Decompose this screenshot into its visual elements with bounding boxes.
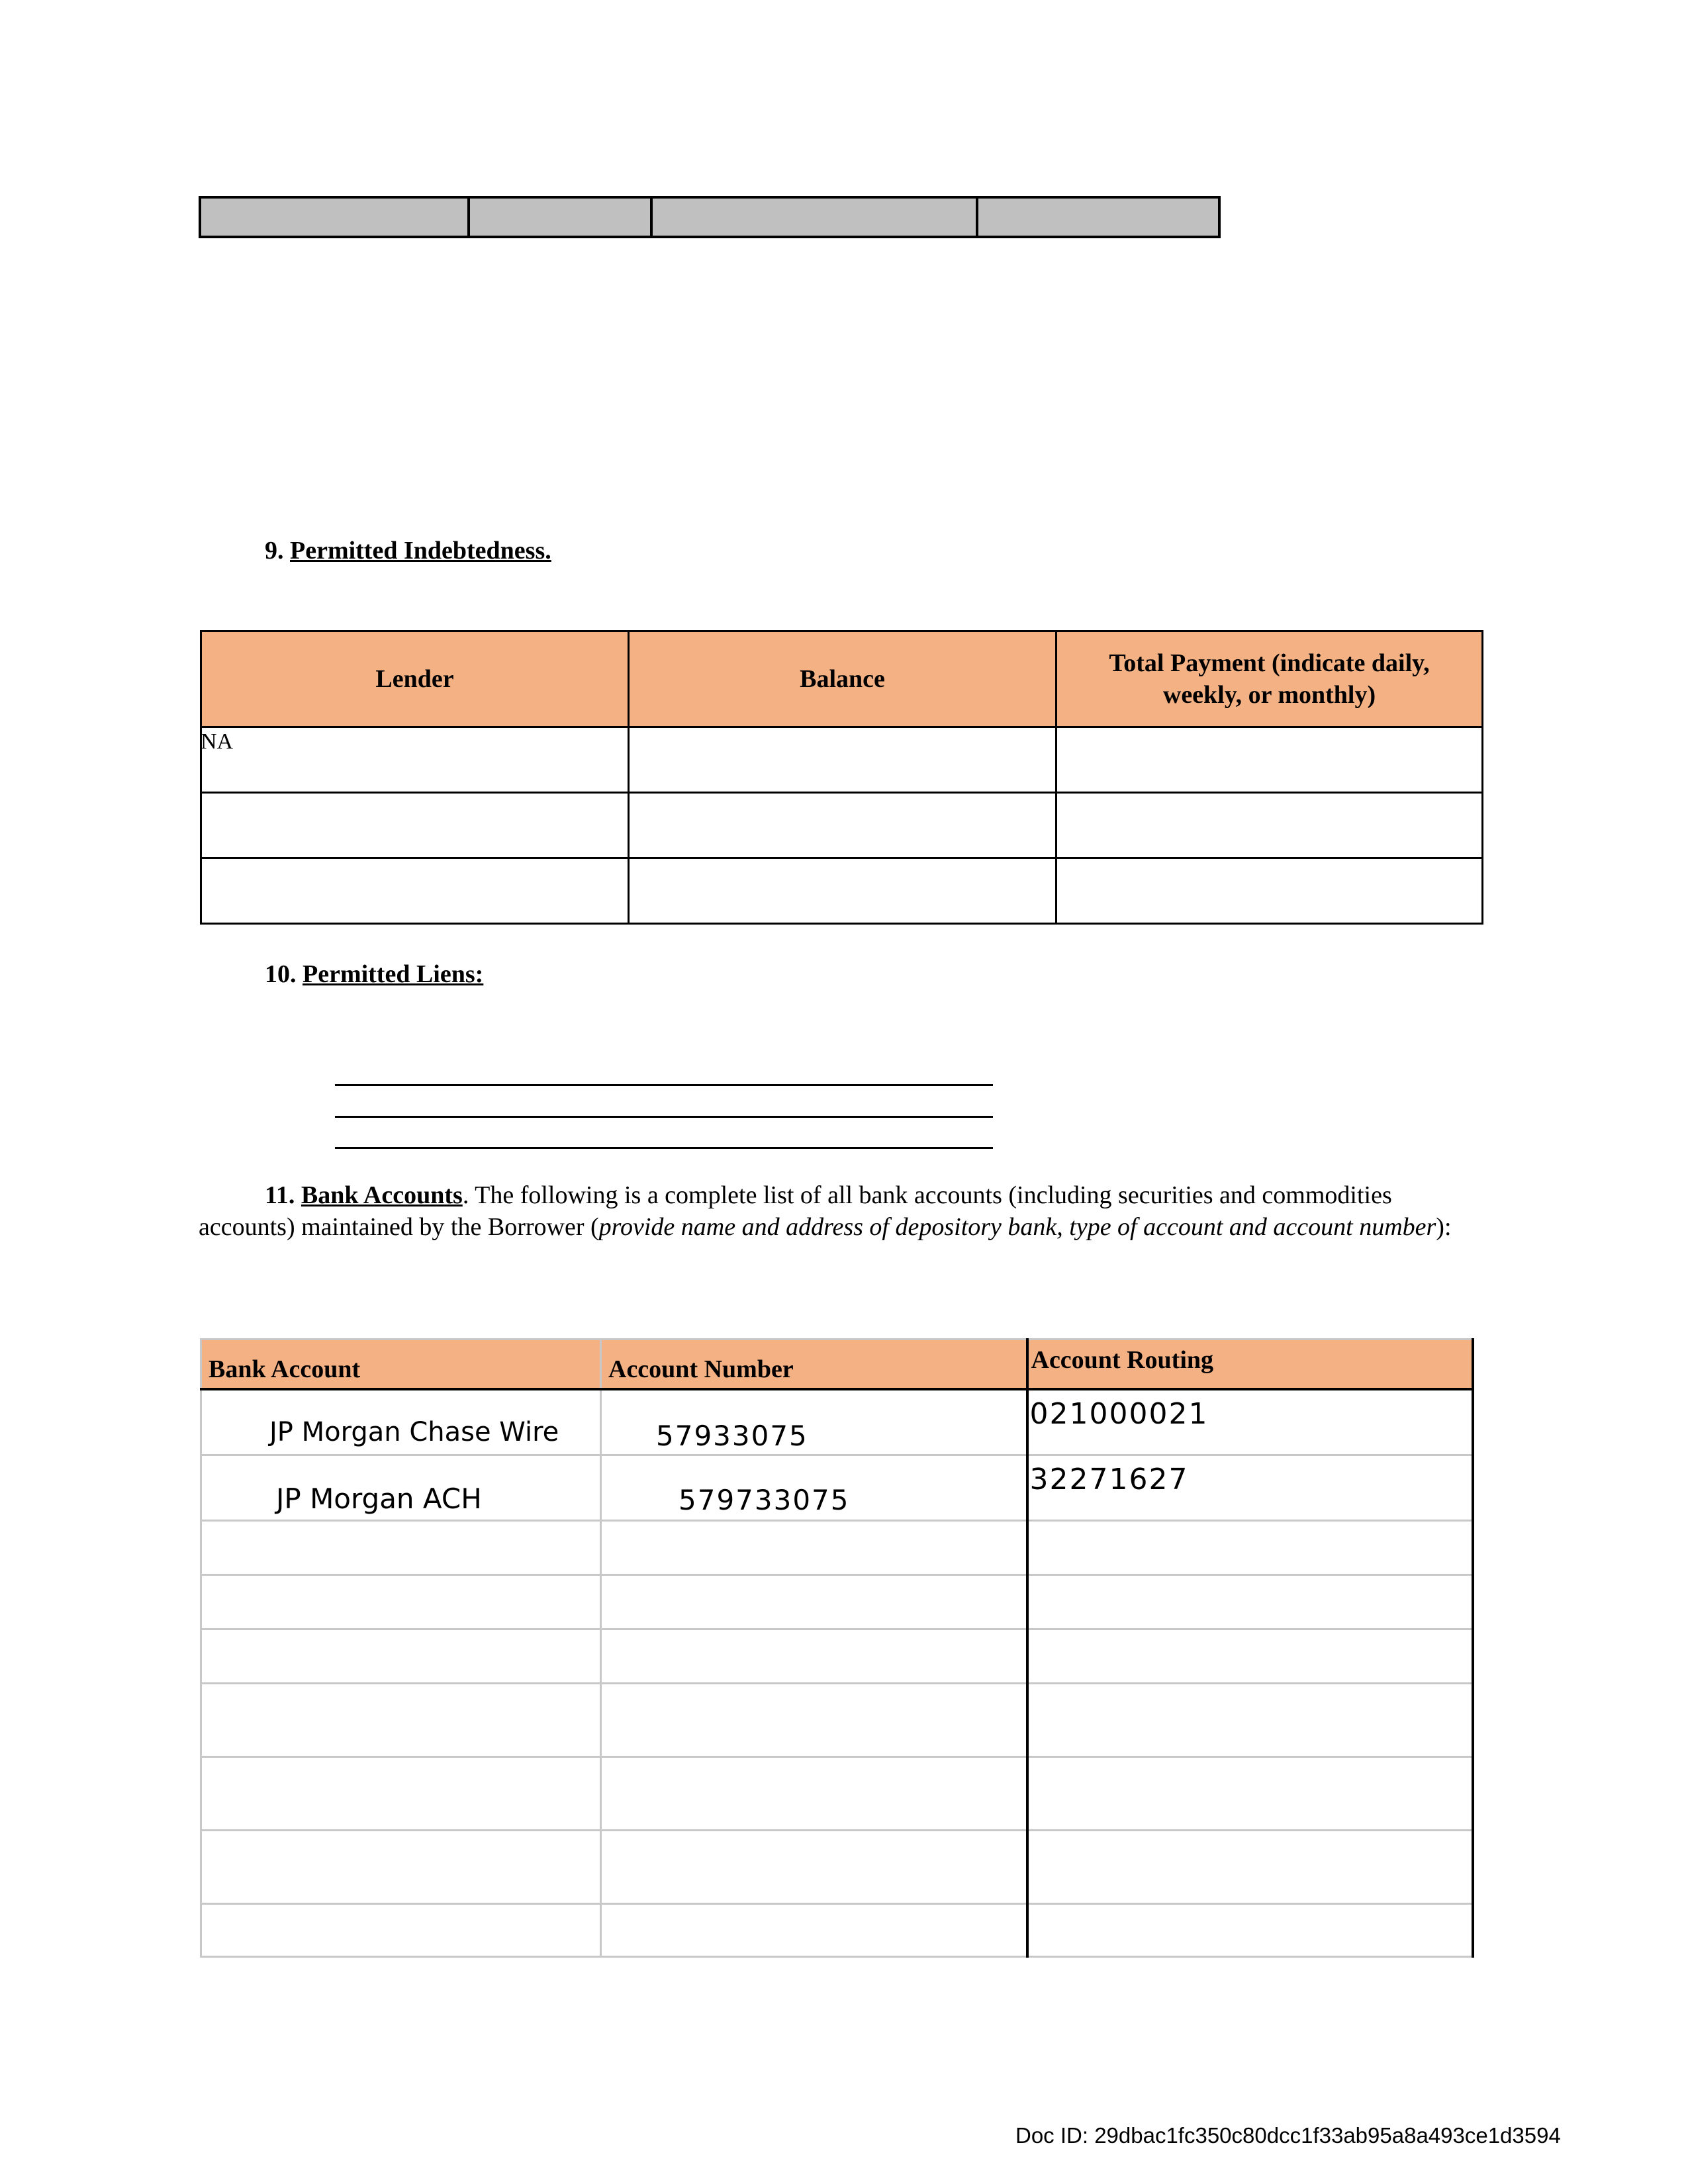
- column-header-account-number: [601, 1340, 1027, 1390]
- gray-cell: [977, 197, 1219, 237]
- table-cell: [601, 1830, 1027, 1903]
- table-cell: [201, 727, 629, 793]
- section-11-text: . The following is a complete list of all bank accounts (including securities and commodities accounts) maintained by the Borrower (: [199, 1181, 1392, 1241]
- column-header-account-routing: [1027, 1340, 1473, 1390]
- table-cell: [201, 1574, 601, 1629]
- section-11-text-end: ):: [1436, 1213, 1452, 1241]
- table-row: [201, 727, 1483, 793]
- table-header-row: [201, 1340, 1473, 1390]
- section-11-italic-text: provide name and address of depository bank, type of account and account number: [598, 1213, 1436, 1241]
- doc-id: Doc ID: 29dbac1fc350c80dcc1f33ab95a8a493ce1d3594: [1015, 2123, 1561, 2148]
- table-row: [201, 1629, 1473, 1683]
- table-cell: [601, 1520, 1027, 1574]
- section-10-heading: [265, 960, 483, 989]
- column-header-balance: Balance: [629, 631, 1056, 727]
- table-cell: [1056, 793, 1483, 858]
- header-label: Account Number: [608, 1355, 794, 1383]
- section-11-title: Bank Accounts: [301, 1181, 463, 1209]
- table-row: [201, 1455, 1473, 1520]
- bank-account-name: JP Morgan Chase Wire: [269, 1417, 559, 1447]
- table-row: [201, 858, 1483, 924]
- table-cell: [1027, 1389, 1473, 1455]
- table-row: [201, 1830, 1473, 1903]
- table-cell: [1027, 1574, 1473, 1629]
- table-row: [201, 1574, 1473, 1629]
- table-cell: [201, 1830, 601, 1903]
- section-9-title: Permitted Indebtedness.: [290, 537, 551, 565]
- column-header-total-payment: Total Payment (indicate daily, weekly, or monthly): [1056, 631, 1483, 727]
- table-row: [201, 1520, 1473, 1574]
- table-cell: [1027, 1520, 1473, 1574]
- table-cell: [201, 1520, 601, 1574]
- table-row: [201, 1756, 1473, 1830]
- table-row: [201, 1683, 1473, 1756]
- table-cell: [201, 858, 629, 924]
- account-number: 57933075: [656, 1420, 808, 1452]
- table-cell: [601, 1756, 1027, 1830]
- lien-blank-line: [335, 1147, 993, 1149]
- table-cell: [629, 727, 1056, 793]
- table-cell: [1056, 858, 1483, 924]
- table-cell: [1056, 727, 1483, 793]
- table-cell: [201, 1756, 601, 1830]
- lender-value: NA: [201, 729, 234, 754]
- table-cell: [601, 1683, 1027, 1756]
- table-cell: [601, 1629, 1027, 1683]
- header-label: Account Routing: [1031, 1346, 1214, 1374]
- section-9-heading: [265, 536, 551, 565]
- gray-cell: [651, 197, 977, 237]
- table-cell: [201, 1629, 601, 1683]
- lien-blank-line: [335, 1084, 993, 1086]
- table-cell: [1027, 1629, 1473, 1683]
- table-cell: [629, 858, 1056, 924]
- table-cell: [201, 1683, 601, 1756]
- column-header-lender: Lender: [201, 631, 629, 727]
- table-row: [201, 1903, 1473, 1956]
- table-cell: [1027, 1756, 1473, 1830]
- table-cell: [1027, 1455, 1473, 1520]
- table-cell: [601, 1389, 1027, 1455]
- account-routing: 32271627: [1029, 1462, 1189, 1496]
- bank-accounts-table: [200, 1338, 1474, 1958]
- table-cell: [1027, 1903, 1473, 1956]
- table-cell: [629, 793, 1056, 858]
- section-9-number: 9.: [265, 537, 284, 565]
- gray-cell: [469, 197, 651, 237]
- table-cell: [201, 1455, 601, 1520]
- table-cell: [1027, 1830, 1473, 1903]
- lien-blank-line: [335, 1116, 993, 1118]
- column-header-bank-account: [201, 1340, 601, 1390]
- section-10-number: 10.: [265, 960, 297, 988]
- bank-account-name: JP Morgan ACH: [276, 1482, 482, 1515]
- section-11-number: 11.: [265, 1181, 295, 1209]
- gray-header-table: [199, 196, 1221, 238]
- table-cell: [601, 1574, 1027, 1629]
- table-cell: [601, 1455, 1027, 1520]
- table-cell: [601, 1903, 1027, 1956]
- section-10-title: Permitted Liens:: [303, 960, 484, 988]
- table-header-row: [201, 631, 1483, 727]
- table-cell: [201, 793, 629, 858]
- gray-cell: [200, 197, 469, 237]
- table-cell: [1027, 1683, 1473, 1756]
- table-cell: [201, 1903, 601, 1956]
- account-routing: 021000021: [1029, 1397, 1209, 1431]
- account-number: 579733075: [679, 1483, 850, 1516]
- table-cell: [201, 1389, 601, 1455]
- section-11-paragraph: [199, 1179, 1476, 1243]
- header-label: Bank Account: [209, 1355, 361, 1383]
- permitted-indebtedness-table: [200, 630, 1483, 925]
- table-row: [201, 1389, 1473, 1455]
- table-row: [201, 793, 1483, 858]
